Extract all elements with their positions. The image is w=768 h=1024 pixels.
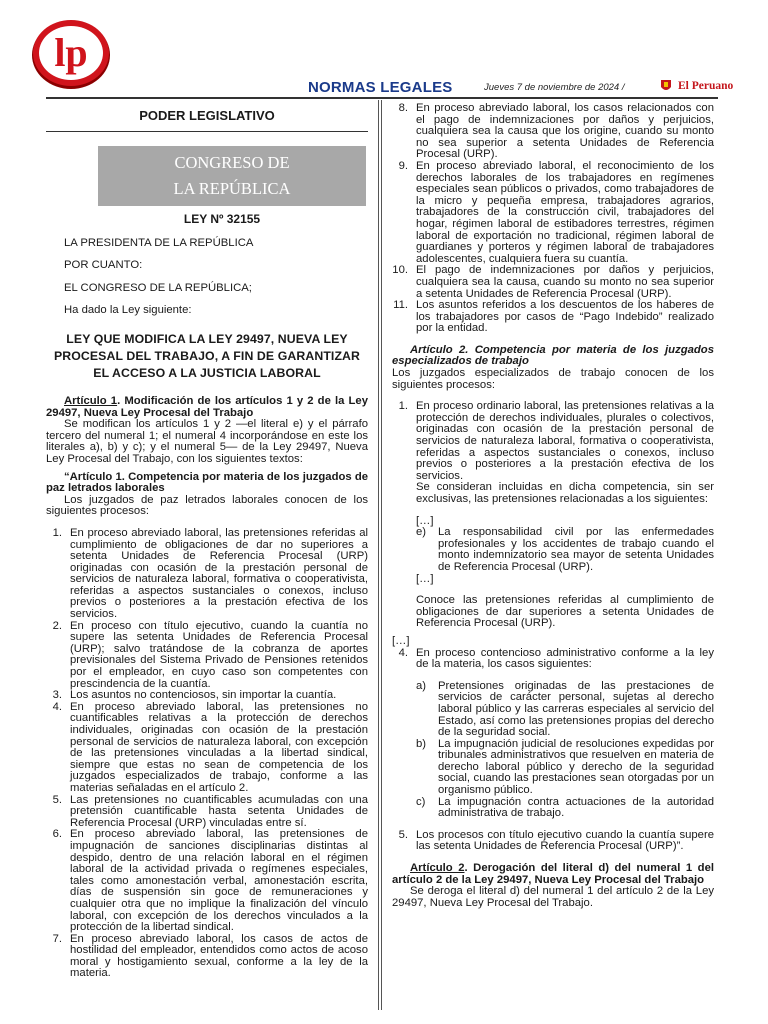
conoce-paragraph: Conoce las pretensiones referidas al cumplimiento de obligaciones de dar superiores a setenta Unidades de Referencia Procesal (URP).: [416, 594, 714, 630]
presidenta-line: LA PRESIDENTA DE LA REPÚBLICA: [64, 236, 254, 249]
item-text: Las pretensiones no cuantificables acumuladas con una pretensión cuantificable hasta setenta Unidades de Referencia Procesal (URP) vinculadas entre sí.: [70, 793, 368, 829]
article-2-heading: Artículo 2. Competencia por materia de los juzgados especializados de trabajo: [392, 343, 714, 368]
left-item-list: [46, 528, 368, 980]
item-number: 8.: [398, 102, 408, 114]
issue-date: Jueves 7 de noviembre de 2024 /: [484, 82, 625, 93]
quote-heading: “Artículo 1. Competencia por materia de los juzgados de paz letrados laborales: [46, 470, 368, 495]
law-number: LEY Nº 32155: [183, 212, 261, 226]
newspaper-name: El Peruano: [678, 80, 734, 92]
item-number: 9.: [398, 159, 408, 172]
list-item: [46, 621, 368, 691]
list-item: [46, 934, 368, 980]
el-congreso: EL CONGRESO DE LA REPÚBLICA;: [64, 281, 252, 294]
item-text: En proceso abreviado laboral, las pretensiones referidas al cumplimiento de obligaciones de dar no superiores a setenta Unidades de Referencia Procesal (URP) originadas con ocasión de la prestación personal de servicios de naturaleza laboral, formativa o cooperativista, referidas a aspectos sustanciales o conexos, incluso previos o posteriores a la prestación efectiva de los servicios.: [70, 526, 368, 621]
column-divider: [378, 100, 379, 1010]
column-divider: [381, 100, 382, 1010]
list-item: [46, 829, 368, 933]
list-item: 1. En proceso ordinario laboral, las pretensiones relativas a la protección de derechos individuales, plurales o colectivos, originadas con ocasión de la prestación personal de servicios de naturaleza laboral, formativa o cooperativista, referidas a aspectos sustanciales o conexos, incluso previos o posteriores a la prestación efectiva de los servicios. Se consideran incluidas en dicha competencia, sin ser exclusivas, las pretensiones relacionadas a los siguientes:: [398, 400, 714, 505]
quote-intro: Los juzgados de paz letrados laborales conocen de los siguientes procesos:: [46, 493, 368, 518]
item-number: 1.: [52, 526, 62, 539]
item-number: 7.: [52, 932, 62, 945]
sub-item-e: e) La responsabilidad civil por las enfermedades profesionales y los accidentes de trabajo cuando el monto indemnizatorio sea mayor de setenta Unidades de Referencia Procesal (URP).: [416, 526, 714, 573]
sub-item: [416, 797, 714, 820]
header-rule: [46, 97, 718, 99]
item-text: En proceso abreviado laboral, las pretensiones no cuantificables relativas a la protección de derechos individuales, originadas con ocasión de la prestación personal de servicios de naturaleza laboral, con excepción de las pretensiones vinculadas a la libertad sindical, siempre que estas no sean de competencia de los juzgados especializados de trabajo, conforme a las materias señaladas en el artículo 2.: [70, 700, 368, 794]
item-text: En proceso con título ejecutivo, cuando la cuantía no supere las setenta Unidades de Referencia Procesal (URP); salvo tratándose de la cobranza de aportes previsionales del Sistema Privado de Pensiones retenidos por el empleador, en cuyo caso son competentes con prescindencia de la cuantía.: [70, 619, 368, 690]
newspaper-brand: [658, 78, 733, 94]
article-2b-label: Artículo 2: [410, 862, 465, 875]
lp-logo: [30, 18, 112, 90]
item-text: En proceso abreviado laboral, los casos relacionados con el pago de indemnizaciones por daños y perjuicios, cualquiera sea la causa que los origine, cuando su monto no sea superior a setenta Unidades de Referencia Procesal (URP).: [416, 102, 714, 161]
list-item: 4. En proceso contencioso administrativo conforme a la ley de la materia, los casos siguientes:: [398, 646, 714, 671]
article-1-heading: [46, 396, 368, 419]
ha-dado: Ha dado la Ley siguiente:: [64, 304, 192, 317]
item-text: En proceso abreviado laboral, el reconocimiento de los derechos laborales de los trabajadores en regímenes especiales sean públicos o privados, como trabajadores de la micro y pequeña empresa, trabajadores agrarios, trabajadores de la construcción civil, trabajadores del hogar, régimen laboral de estibadores terrestres, régimen laboral de exportación no tradicional, régimen laboral de guardianes y porteros y régimen laboral de trabajadores adolescentes, cualquiera fuera su cuantía.: [416, 159, 714, 265]
item-number: 3.: [52, 689, 62, 702]
sub-item-list: [392, 681, 714, 820]
por-cuanto: POR CUANTO:: [64, 259, 143, 272]
section-title: NORMAS LEGALES: [308, 79, 453, 96]
item-text: Los asuntos referidos a los descuentos de los haberes de los trabajadores por casos de “Pago Indebido” realizado por la entidad.: [416, 299, 714, 335]
item-text: Pretensiones originadas de las prestaciones de servicios de carácter personal, sujetas al derecho laboral público y las carreras especiales al servicio del Estado, así como las pretensiones propias del derecho de la seguridad social.: [438, 679, 714, 739]
item-number: 6.: [52, 828, 62, 841]
item-number: 4.: [52, 700, 62, 713]
congreso-line-2: LA REPÚBLICA: [173, 179, 291, 198]
article-2-intro: Los juzgados especializados de trabajo conocen de los siguientes procesos:: [392, 367, 714, 391]
law-title: LEY QUE MODIFICA LA LEY 29497, NUEVA LEY PROCESAL DEL TRABAJO, A FIN DE GARANTIZAR EL ACCESO A LA JUSTICIA LABORAL: [53, 331, 361, 380]
article-1-label: Artículo 1: [64, 394, 118, 407]
article-1-title: . Modificación de los artículos 1 y 2 de la Ley 29497, Nueva Ley Procesal del Trabajo: [46, 394, 368, 419]
left-column: [46, 104, 368, 980]
ellipsis: […]: [392, 634, 410, 647]
item-number: c): [416, 795, 426, 808]
right-item-list: [392, 103, 714, 335]
item-text: La impugnación judicial de resoluciones expedidas por tribunales administrativos que resuelven en materia de derecho laboral público y derecho de la seguridad social, cuando las prestaciones sean otorgadas por un organismo público.: [438, 737, 714, 797]
list-item: [392, 103, 714, 161]
page-header: [0, 0, 768, 100]
item-number: 11.: [393, 299, 408, 312]
item-text: Los asuntos no contenciosos, sin importar la cuantía.: [70, 689, 337, 702]
item-text-2: Se consideran incluidas en dicha competencia, sin ser exclusivas, las pretensiones relacionadas a los siguientes:: [416, 481, 714, 505]
item-number: 5.: [52, 793, 62, 806]
article-2b-heading: [392, 863, 714, 886]
coat-of-arms-icon: [658, 78, 674, 94]
article-2b-title: . Derogación del literal d) del numeral 1 del artículo 2 de la Ley 29497, Nueva Ley Procesal del Trabajo: [392, 862, 715, 886]
item-number: 10.: [392, 264, 408, 277]
section-heading: PODER LEGISLATIVO: [46, 110, 368, 132]
item-number: 2.: [52, 619, 62, 632]
lp-logo-icon: [30, 18, 112, 90]
svg-text:lp: lp: [54, 30, 88, 75]
ellipsis: […]: [416, 514, 434, 527]
list-item: 5. Los procesos con título ejecutivo cuando la cuantía supere las setenta Unidades de Referencia Procesal (URP)”.: [398, 828, 714, 853]
article-1-body: Se modifican los artículos 1 y 2 —el literal e) y el párrafo tercero del numeral 1; el numeral 4 incorporándose en este los literales a), b) y c); y el numeral 5— de la Ley 29497, Nueva Ley Procesal del Trabajo, con los siguientes textos:: [46, 418, 368, 465]
item-text: La impugnación contra actuaciones de la autoridad administrativa de trabajo.: [438, 795, 714, 820]
list-item: [46, 528, 368, 621]
item-text: En proceso ordinario laboral, las pretensiones relativas a la protección de derechos individuales, plurales o colectivos, originadas con ocasión de la prestación personal de servicios de naturaleza laboral, formativa o cooperativista, referidas a aspectos sustanciales o conexos, incluso previos o posteriores a la prestación efectiva de los servicios.: [416, 400, 714, 482]
list-item: [46, 702, 368, 795]
list-item: [392, 161, 714, 265]
list-item: [392, 265, 714, 300]
sub-item: [416, 681, 714, 739]
item-number: b): [416, 737, 427, 750]
congreso-banner: [98, 146, 366, 206]
item-number: a): [416, 679, 427, 692]
congreso-line-1: CONGRESO DE: [174, 153, 290, 172]
list-item: [392, 300, 714, 335]
sub-item: [416, 739, 714, 797]
list-item: [46, 795, 368, 830]
ellipsis: […]: [416, 572, 434, 585]
article-2b-body: Se deroga el literal d) del numeral 1 del artículo 2 de la Ley 29497, Nueva Ley Procesal del Trabajo.: [392, 885, 714, 909]
right-column: [392, 103, 714, 909]
item-text: El pago de indemnizaciones por daños y perjuicios, cualquiera sea la causa, cuando su monto no sea superior a setenta Unidades de Referencia Procesal (URP).: [416, 264, 714, 300]
item-text: En proceso abreviado laboral, las pretensiones de impugnación de sanciones disciplinarias distintas al despido, dentro de una relación laboral en el régimen laboral de la actividad privada o regímenes especiales, tales como amonestación verbal, amonestación escrita, días de suspensión sin goce de remuneraciones y cualquier otra que no implique la finalización del vínculo laboral, con excepción de los derechos vinculados a la protección de la libertad sindical.: [70, 828, 368, 934]
item-text: En proceso abreviado laboral, los casos de actos de hostilidad del empleador, entendidos como actos de acoso moral y hostigamiento sexual, conforme a la ley de la materia.: [70, 932, 368, 980]
